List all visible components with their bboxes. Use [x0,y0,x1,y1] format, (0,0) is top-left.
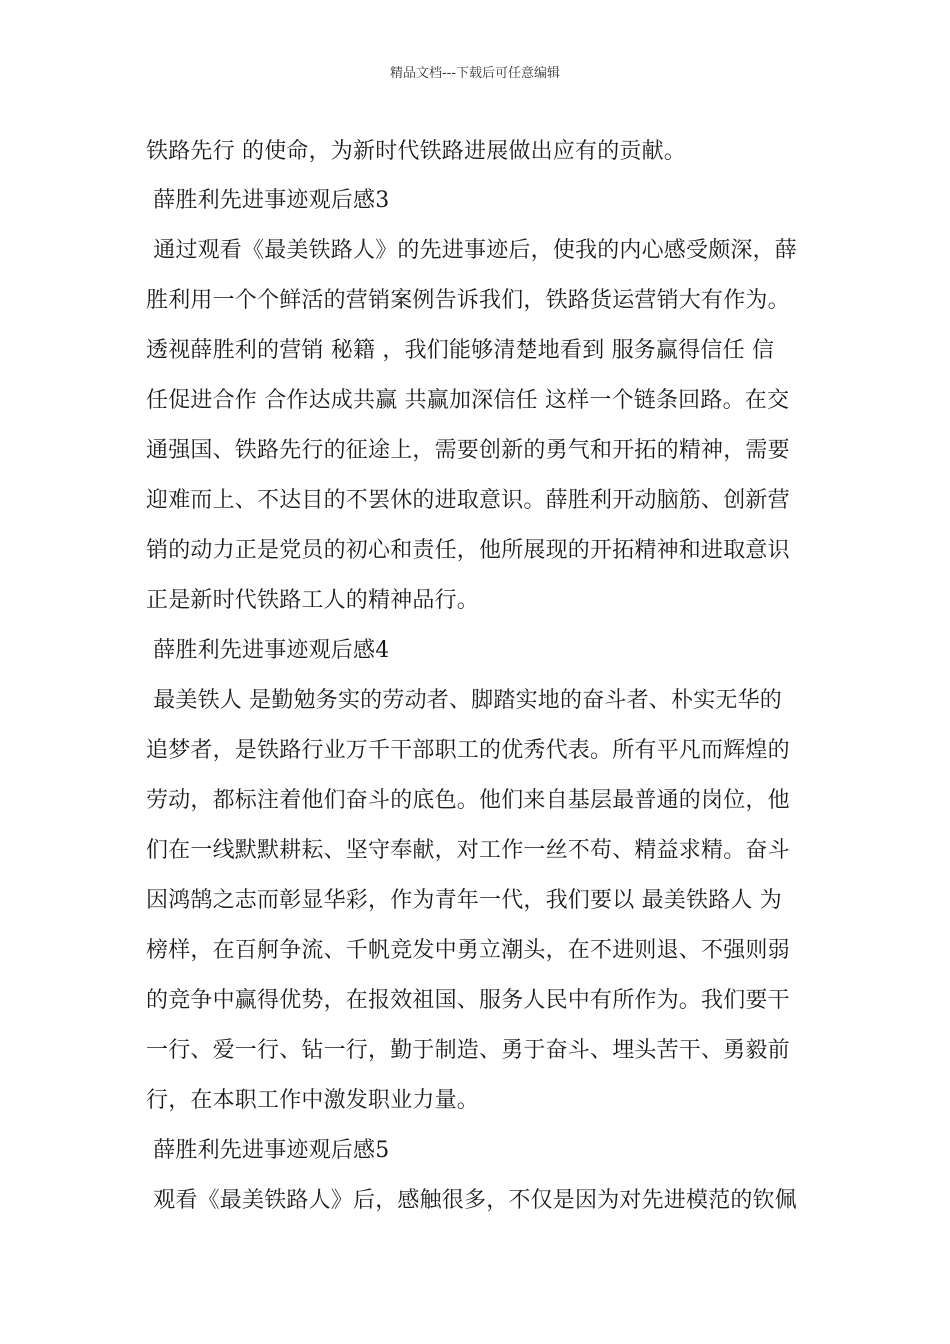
text-line: 榜样，在百舸争流、千帆竞发中勇立潮头，在不进则退、不强则弱 [146,938,790,963]
text-line: 追梦者，是铁路行业万千干部职工的优秀代表。所有平凡而辉煌的 [146,738,790,763]
text-line: 一行、爱一行、钻一行，勤于制造、勇于奋斗、埋头苦干、勇毅前 [146,1038,790,1063]
text-line: 行，在本职工作中激发职业力量。 [146,1088,480,1113]
text-line: 的竞争中赢得优势，在报效祖国、服务人民中有所作为。我们要干 [146,988,790,1013]
text-line: 胜利用一个个鲜活的营销案例告诉我们，铁路货运营销大有作为。 [146,288,790,313]
text-line: 迎难而上、不达目的不罢休的进取意识。薛胜利开动脑筋、创新营 [146,488,790,513]
text-line: 销的动力正是党员的初心和责任，他所展现的开拓精神和进取意识 [146,538,790,563]
text-line: 正是新时代铁路工人的精神品行。 [146,588,480,613]
text-line: 观看《最美铁路人》后，感触很多，不仅是因为对先进模范的钦佩 [146,1188,797,1213]
text-line: 透视薛胜利的营销 秘籍 ，我们能够清楚地看到 服务赢得信任 信 [146,338,775,363]
text-line: 通过观看《最美铁路人》的先进事迹后，使我的内心感受颇深，薛 [146,238,797,263]
text-line: 通强国、铁路先行的征途上，需要创新的勇气和开拓的精神，需要 [146,438,790,463]
text-line: 劳动，都标注着他们奋斗的底色。他们来自基层最普通的岗位，他 [146,788,790,813]
section-heading: 薛胜利先进事迹观后感3 [146,188,390,213]
text-line: 最美铁人 是勤勉务实的劳动者、脚踏实地的奋斗者、朴实无华的 [146,688,782,713]
page-header: 精品文档---下载后可任意编辑 [389,66,561,81]
text-line: 任促进合作 合作达成共赢 共赢加深信任 这样一个链条回路。在交 [146,388,790,413]
text-line: 们在一线默默耕耘、坚守奉献，对工作一丝不苟、精益求精。奋斗 [146,838,790,863]
section-heading: 薛胜利先进事迹观后感4 [146,638,390,663]
section-heading: 薛胜利先进事迹观后感5 [146,1138,390,1163]
text-line: 铁路先行 的使命，为新时代铁路进展做出应有的贡献。 [146,139,686,164]
text-line: 因鸿鹄之志而彰显华彩，作为青年一代，我们要以 最美铁路人 为 [146,888,782,913]
